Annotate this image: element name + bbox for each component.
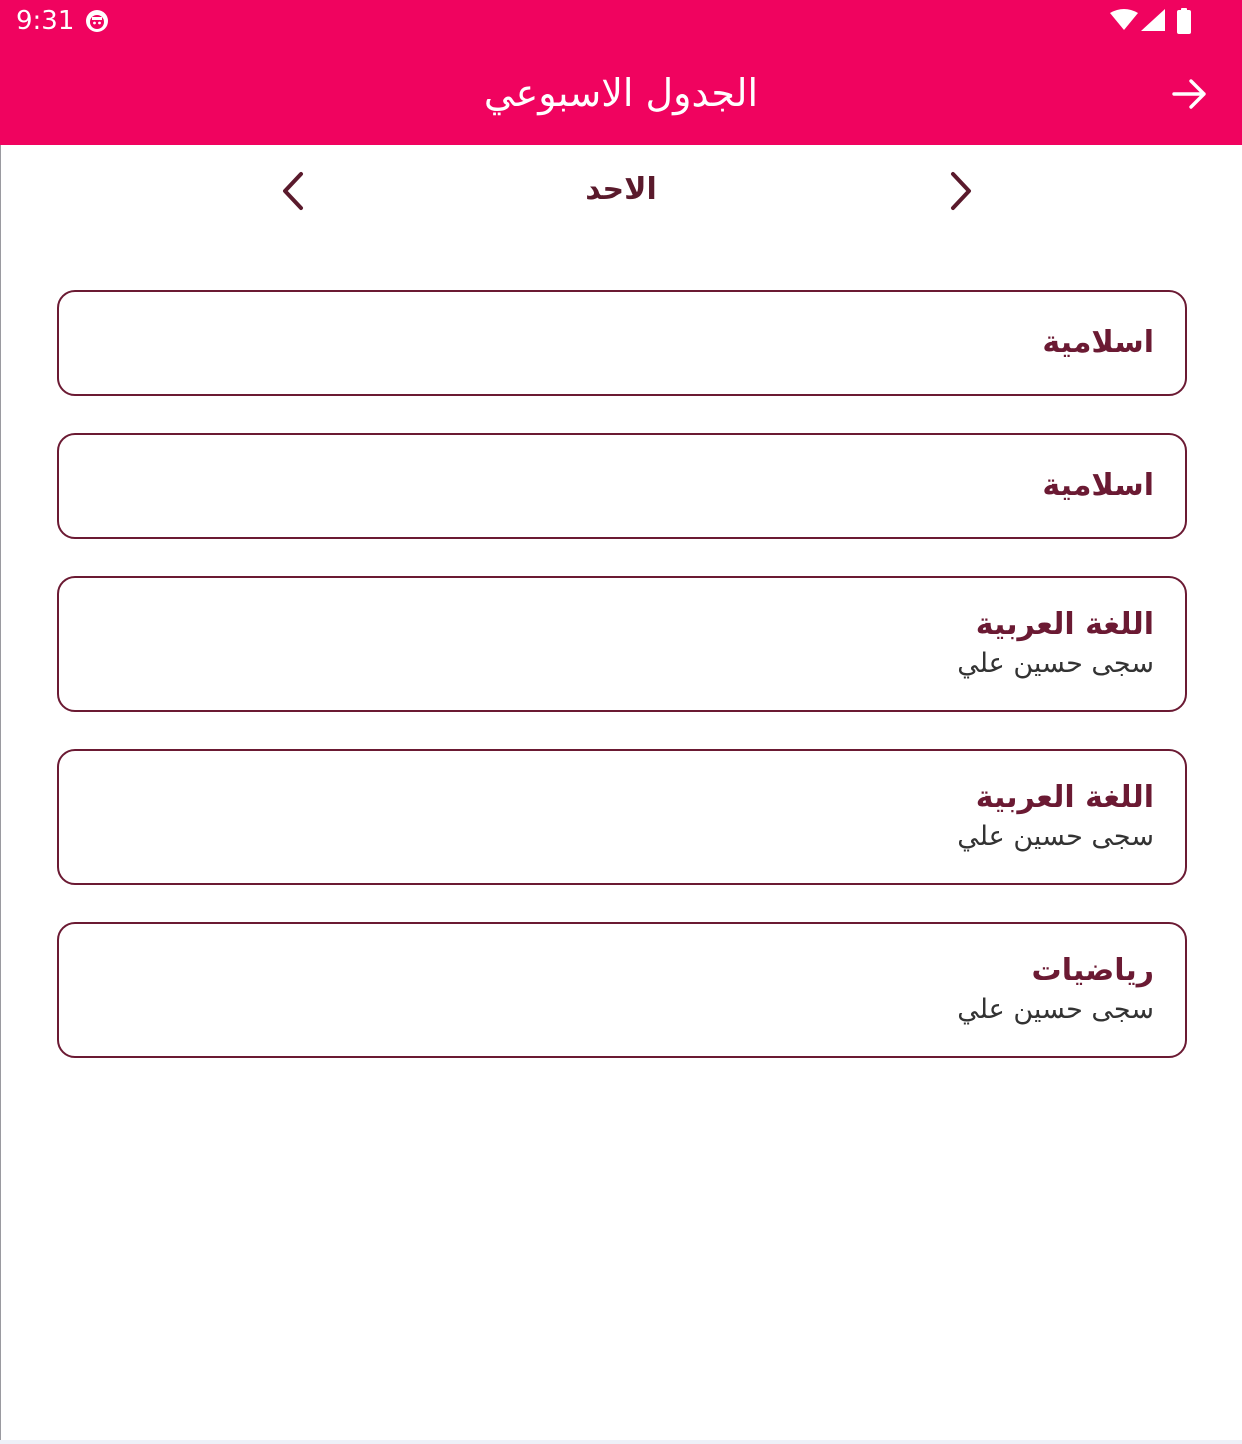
lesson-card[interactable] <box>57 749 1187 885</box>
current-day-label: الاحد <box>585 172 657 207</box>
chevron-left-icon <box>279 171 309 211</box>
app-bar <box>0 42 1242 145</box>
cellular-signal-icon <box>1141 9 1165 35</box>
battery-icon <box>1176 8 1192 38</box>
lesson-subject: اللغة العربية <box>975 607 1154 642</box>
lesson-card[interactable] <box>57 433 1187 539</box>
navigation-bar-edge <box>0 1440 1242 1444</box>
previous-day-button[interactable] <box>268 165 320 217</box>
arrow-right-icon <box>1172 78 1208 110</box>
wifi-icon <box>1110 9 1138 35</box>
lesson-card[interactable] <box>57 290 1187 396</box>
screen-edge <box>0 145 1 1444</box>
next-day-button[interactable] <box>934 165 986 217</box>
status-bar <box>0 0 1242 42</box>
back-button[interactable] <box>1160 68 1220 120</box>
status-time: 9:31 <box>16 6 75 36</box>
lesson-card[interactable] <box>57 576 1187 712</box>
lesson-card[interactable] <box>57 922 1187 1058</box>
lesson-subject: اللغة العربية <box>975 780 1154 815</box>
page-title: الجدول الاسبوعي <box>483 71 759 115</box>
lesson-teacher: سجى حسين علي <box>957 648 1154 679</box>
lesson-list <box>57 290 1187 1095</box>
lesson-subject: رياضيات <box>1031 953 1154 988</box>
lesson-teacher: سجى حسين علي <box>957 821 1154 852</box>
app-notification-icon <box>84 8 110 38</box>
lesson-teacher: سجى حسين علي <box>957 994 1154 1025</box>
lesson-subject: اسلامية <box>1042 468 1154 503</box>
chevron-right-icon <box>945 171 975 211</box>
day-selector <box>0 145 1242 235</box>
lesson-subject: اسلامية <box>1042 325 1154 360</box>
